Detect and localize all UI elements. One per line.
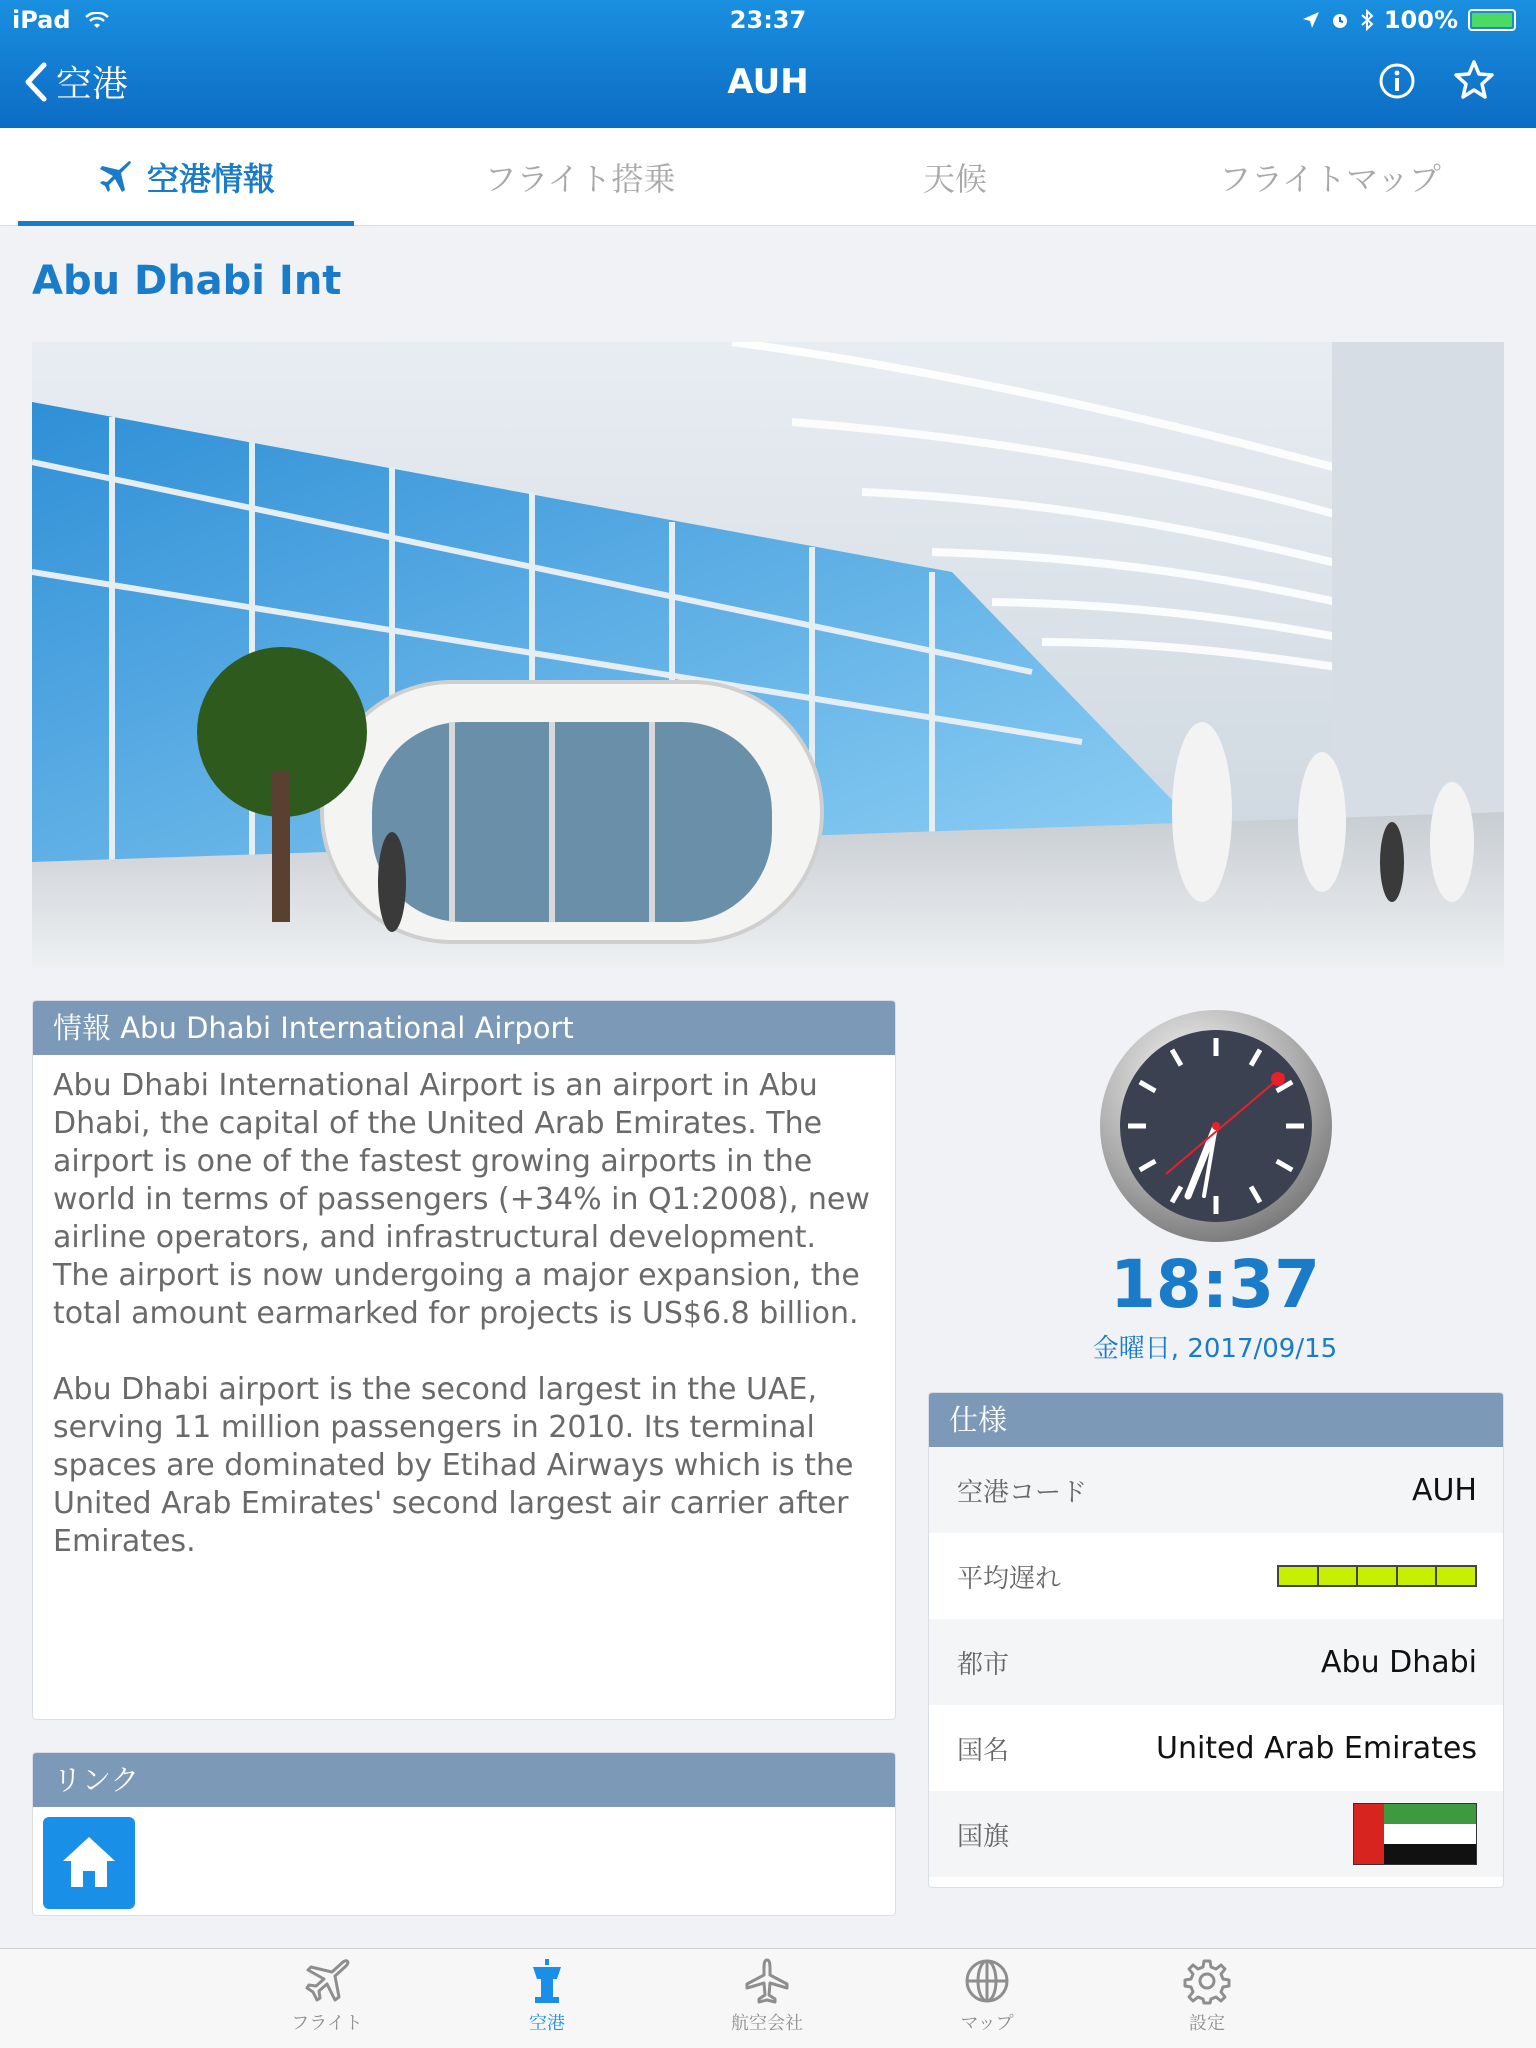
- info-icon[interactable]: [1378, 62, 1416, 100]
- airport-description: Abu Dhabi International Airport is an airport in Abu Dhabi, the capital of the United Arab Emirates. The airport is one of the fastest growing airports in the world in terms of passengers (+34% in Q1:2008), new airline operators, and infrastructural development. The airport is now undergoing a major expansion, the total amount earmarked for projects is US$6.8 billion. Abu Dhabi airport is the second largest in the UAE, serving 11 million passengers in 2010. Its terminal spaces are dominated by Etihad Airways which is the United Arab Emirates' second largest air carrier after Emirates.: [53, 1068, 870, 1559]
- links-panel-header: リンク: [33, 1753, 895, 1807]
- bottom-tab-bar: [0, 1948, 1536, 2048]
- spec-row-airport-code: [929, 1447, 1504, 1533]
- bluetooth-icon: [1360, 9, 1374, 31]
- info-panel-header: 情報 Abu Dhabi International Airport: [33, 1001, 895, 1055]
- tab-label: 空港情報: [146, 160, 275, 198]
- tabbar-label: 航空会社: [731, 2013, 803, 2034]
- battery-percent: 100%: [1383, 6, 1458, 34]
- airport-name: Abu Dhabi Int: [32, 258, 342, 304]
- delay-indicator: [1277, 1565, 1477, 1587]
- tabbar-item-airports[interactable]: [472, 1957, 622, 2035]
- spec-row-average-delay: [929, 1533, 1504, 1619]
- tab-flight-map[interactable]: [1160, 128, 1500, 226]
- tabbar-item-settings[interactable]: [1132, 1957, 1282, 2035]
- airplane-icon: [303, 1957, 351, 2005]
- control-tower-icon: [523, 1957, 571, 2005]
- battery-icon: [1468, 9, 1516, 31]
- status-time: 23:37: [729, 6, 807, 34]
- specs-panel: [928, 1392, 1504, 1888]
- navigation-bar: [0, 0, 1536, 128]
- airline-icon: [743, 1957, 791, 2005]
- tab-label: フライト搭乗: [484, 160, 676, 198]
- airplane-icon: [97, 159, 133, 195]
- spec-value: AUH: [1411, 1472, 1477, 1508]
- airport-terminal-photo: [32, 342, 1504, 968]
- spec-label: 国旗: [957, 1821, 1010, 1852]
- tab-airport-info[interactable]: [18, 128, 354, 226]
- alarm-icon: [1330, 10, 1350, 30]
- tabbar-item-map[interactable]: [912, 1957, 1062, 2035]
- spec-value: United Arab Emirates: [1155, 1730, 1477, 1766]
- segment-tabs: [0, 128, 1536, 226]
- tabbar-item-airlines[interactable]: [692, 1957, 842, 2035]
- tabbar-label: 空港: [529, 2013, 565, 2034]
- status-right: [1302, 6, 1516, 34]
- home-link-button[interactable]: [43, 1817, 135, 1909]
- uae-flag-icon: [1353, 1803, 1477, 1865]
- gear-icon: [1183, 1957, 1231, 2005]
- links-panel: [32, 1752, 896, 1916]
- specs-panel-header: 仕様: [929, 1393, 1503, 1447]
- tab-label: フライトマップ: [1219, 160, 1441, 198]
- star-icon[interactable]: [1452, 58, 1496, 102]
- tabbar-label: 設定: [1189, 2013, 1225, 2034]
- analog-clock: [1096, 1006, 1336, 1246]
- tabbar-item-flights[interactable]: [252, 1957, 402, 2035]
- back-label: 空港: [56, 64, 129, 105]
- page-title: AUH: [727, 62, 809, 102]
- spec-label: 都市: [957, 1649, 1010, 1680]
- spec-row-city: [929, 1619, 1504, 1705]
- tab-weather[interactable]: [790, 128, 1120, 226]
- tabbar-label: マップ: [960, 2013, 1014, 2034]
- location-arrow-icon: [1302, 11, 1320, 29]
- tabbar-label: フライト: [291, 2013, 363, 2034]
- tab-flight-boarding[interactable]: [410, 128, 750, 226]
- spec-row-flag: [929, 1791, 1504, 1877]
- device-label: iPad: [12, 6, 71, 34]
- home-icon: [43, 1817, 135, 1909]
- spec-label: 空港コード: [957, 1477, 1088, 1508]
- spec-value: Abu Dhabi: [1321, 1644, 1477, 1680]
- spec-label: 国名: [957, 1735, 1010, 1766]
- globe-icon: [963, 1957, 1011, 2005]
- spec-label: 平均遅れ: [957, 1563, 1062, 1594]
- local-time: 18:37: [1109, 1246, 1321, 1323]
- info-panel: [32, 1000, 896, 1720]
- spec-row-country: [929, 1705, 1504, 1791]
- local-date: 金曜日, 2017/09/15: [1092, 1334, 1338, 1364]
- tab-label: 天候: [922, 160, 987, 198]
